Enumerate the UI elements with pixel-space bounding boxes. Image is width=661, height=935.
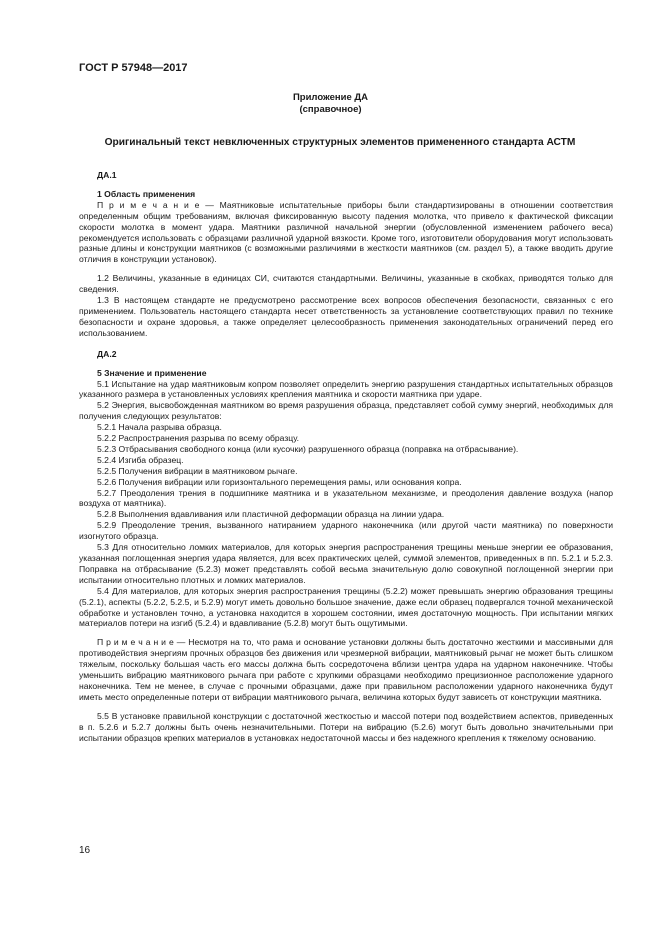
paragraph-5-3: 5.3 Для относительно ломких материалов, для которых энергия распространения трещины меньше энергии ее образования, указанная поглощенная энергия удара является, для всех практических целей, суммой элементов, приведенных в пп. 5.2.1 и 5.2.3. Поправка на отбрасывание (5.2.3) может представлять собой весьма значительную долю совокупной поглощенной энергии при испытании относительно плотных и ломких материалов.	[79, 542, 613, 585]
note-label: П р и м е ч а н и е	[97, 199, 200, 210]
document-body	[79, 170, 613, 744]
list-item: 5.2.9 Преодоление трения, вызванного натиранием ударного наконечника (или другой части маятника) по поверхности изогнутого образца.	[79, 520, 613, 542]
list-item: 5.2.1 Начала разрыва образца.	[97, 422, 222, 433]
standard-header: ГОСТ Р 57948—2017	[79, 62, 188, 74]
paragraph-1-3: 1.3 В настоящем стандарте не предусмотрено рассмотрение всех вопросов обеспечения безопасности, связанных с его применением. Пользователь настоящего стандарта несет ответственность за установление соответствующих правил по технике безопасности и охране здоровья, а также определяет целесообразность применения законодательных ограничений перед его использованием.	[79, 295, 613, 338]
paragraph-5-1: 5.1 Испытание на удар маятниковым копром позволяет определить энергию разрушения стандартных испытательных образцов указанного размера в установленных условиях крепления маятника и скорости маятника при ударе.	[79, 378, 613, 400]
paragraph-5-2: 5.2 Энергия, высвобожденная маятником во время разрушения образца, представляет собой сумму энергий, необходимых для получения следующих результатов:	[79, 400, 613, 422]
list-item: 5.2.3 Отбрасывания свободного конца (или кусочки) разрушенного образца (поправка на отбрасывание).	[97, 443, 519, 454]
section-label-da1: ДА.1	[97, 170, 117, 180]
appendix-subtitle: (справочное)	[299, 104, 362, 115]
list-item: 5.2.6 Получения вибрации или горизонтального перемещения рамы, или основания копра.	[97, 476, 462, 487]
section-heading-scope: 1 Область применения	[97, 188, 196, 199]
list-item: 5.2.5 Получения вибрации в маятниковом рычаге.	[97, 465, 298, 476]
list-item: 5.2.4 Изгиба образец.	[97, 454, 184, 465]
note-text: — Несмотря на то, что рама и основание установки должны быть достаточно жесткими и массивными для противодействия энергиям прочных образцов без движения или чрезмерной вибрации, маятниковый рычаг не может быть слишком тяжелым, поскольку большая часть его массы должна быть сосредоточена вблизи центра удара на ударном наконечнике. Чтобы уменьшить вибрацию маятникового рычага при работе с хрупкими образцами необходимо прецизионное расположение ударного наконечника. Тем не менее, в случае с прочными образцами, даже при правильном расположении ударного наконечника будут иметь место определенные потери от вибрации маятникового рычага, величина которых будут зависеть от конструкции маятника.	[79, 637, 614, 702]
paragraph-5-4: 5.4 Для материалов, для которых энергия распространения трещины (5.2.2) может превышать энергию образования трещины (5.2.1), аспекты (5.2.2, 5.2.5, и 5.2.9) могут иметь довольно большое значение, даже если образец подвергался точной механической обработке и установлен точно, а установка находится в хорошем состоянии, имея достаточную мощность. При испытании мягких материалов потери на изгиб (5.2.4) и вдавливание (5.2.8) могут быть ощутимыми.	[79, 585, 613, 629]
note-label: П р и м е ч а н и е	[97, 637, 174, 648]
page-number: 16	[79, 845, 91, 856]
list-item: 5.2.2 Распространения разрыва по всему образцу.	[97, 433, 300, 444]
list-item: 5.2.8 Выполнения вдавливания или пластичной деформации образца на линии удара.	[97, 509, 445, 520]
note-paragraph-1	[79, 200, 613, 265]
list-item: 5.2.7 Преодоления трения в подшипнике маятника и в указательном механизме, и преодоления давление воздуха (напор воздуха от маятника).	[79, 487, 613, 509]
paragraph-1-2: 1.2 Величины, указанные в единицах СИ, считаются стандартными. Величины, указанные в скобках, приводятся только для сведения.	[79, 273, 613, 295]
section-label-da2: ДА.2	[97, 348, 117, 359]
paragraph-5-5: 5.5 В установке правильной конструкции с достаточной жесткостью и массой потери под воздействием аспектов, приведенных в п. 5.2.6 и 5.2.7 должны быть очень незначительными. Потери на вибрацию (5.2.6) могут быть довольно значительными при испытании образцов крепких материалов в установках недостаточной массы и без надежного крепления к тяжелому основанию.	[79, 710, 613, 743]
document-title: Оригинальный текст невключенных структурных элементов примененного стандарта АСТМ	[104, 137, 576, 148]
appendix-title: Приложение ДА	[292, 92, 369, 103]
section-heading-significance: 5 Значение и применение	[97, 367, 207, 378]
note-text: — Маятниковые испытательные приборы были стандартизированы в отношении соответствия определенным общим требованиям, включая фиксированную высоту падения молотка, что привело к фактической фиксации скорости молотка в момент удара. Маятники различной начальной энергии (обусловленной изменением рабочего веса) рекомендуется использовать с образцами различной ударной вязкости. Кроме того, изготовители оборудования могут использовать разные длины и конструкции маятников (с возможными различиями в жесткости маятников (см. раздел 5), а также вводить другие отличия в конструкции установок).	[79, 199, 614, 265]
note-paragraph-2	[79, 637, 613, 702]
